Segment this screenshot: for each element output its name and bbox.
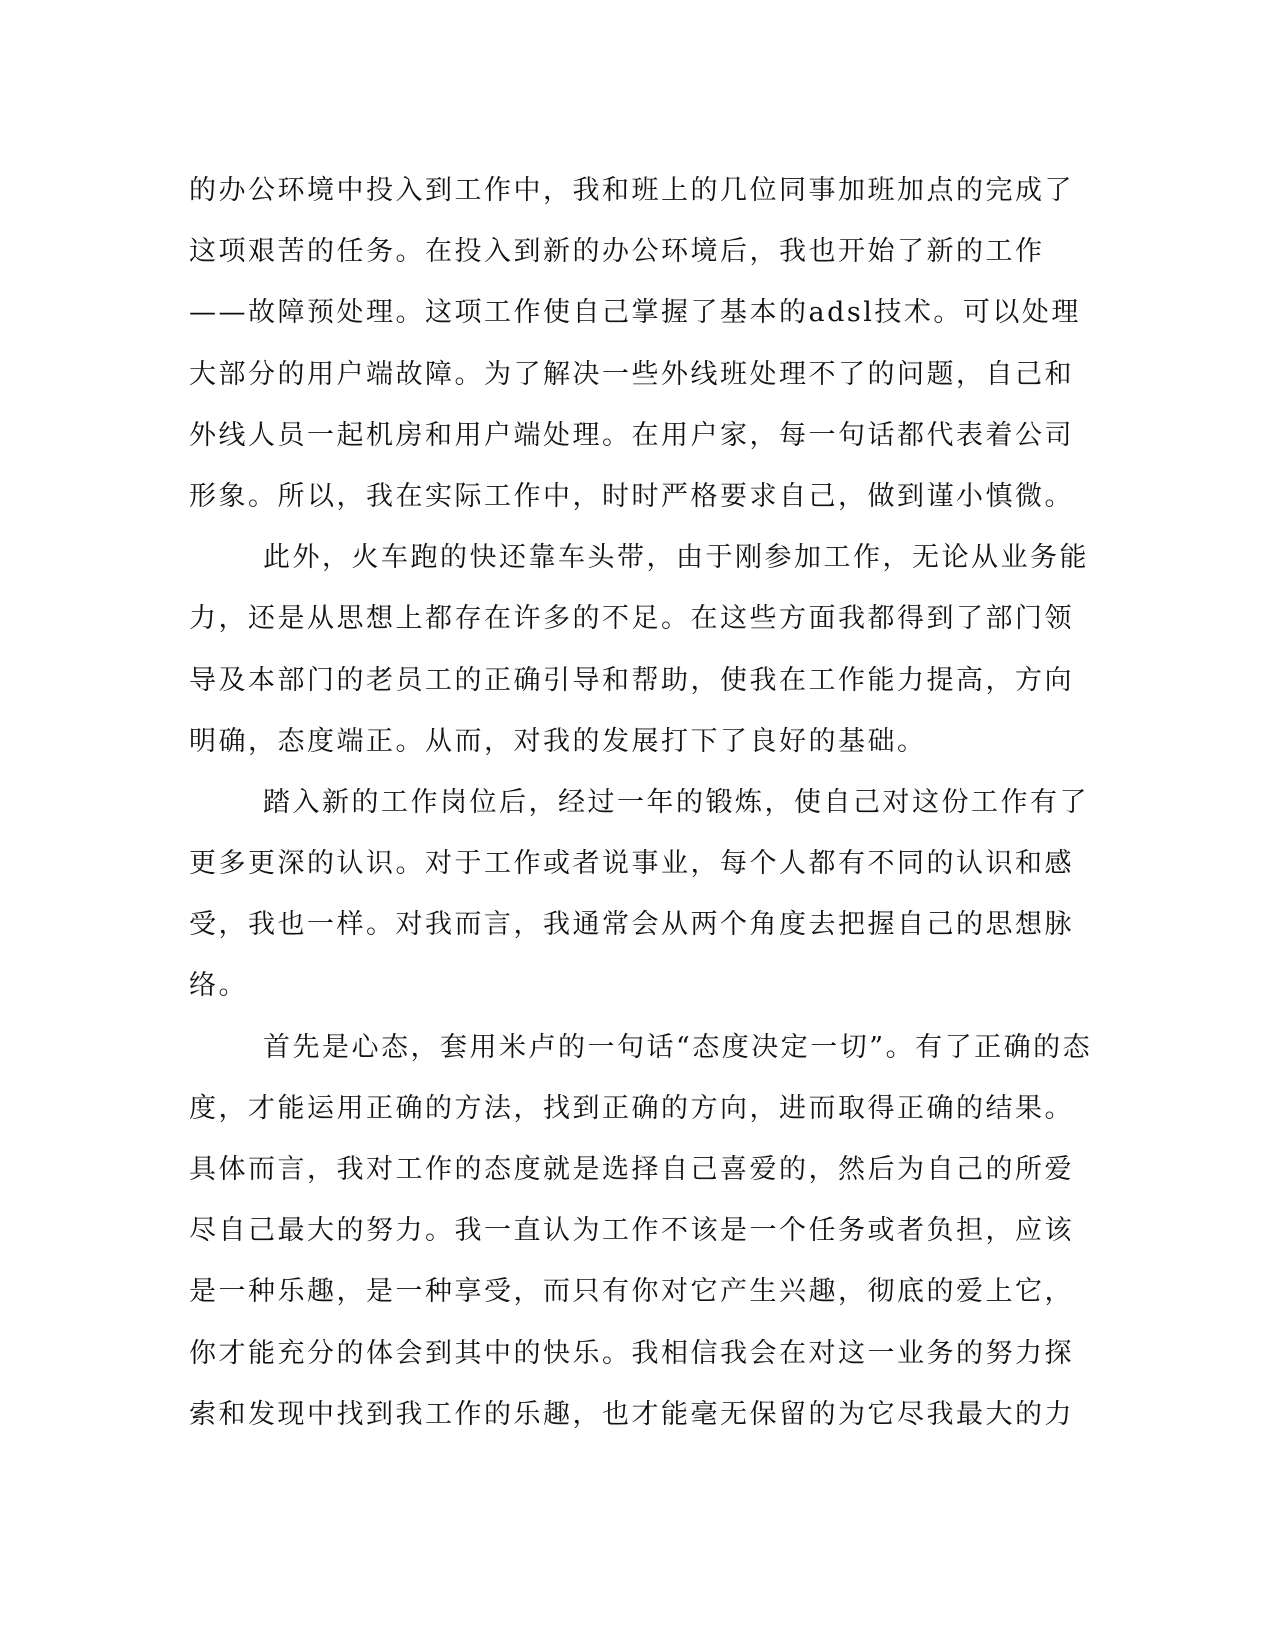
body-text (189, 160, 1093, 1445)
text-line: 力，还是从思想上都存在许多的不足。在这些方面我都得到了部门领 (189, 603, 1074, 635)
text-line: 度，才能运用正确的方法，找到正确的方向，进而取得正确的结果。 (189, 1092, 1074, 1124)
text-line: 这项艰苦的任务。在投入到新的办公环境后，我也开始了新的工作 (189, 236, 1045, 268)
text-line: 索和发现中找到我工作的乐趣，也才能毫无保留的为它尽我最大的力 (189, 1398, 1074, 1430)
text-line: 更多更深的认识。对于工作或者说事业，每个人都有不同的认识和感 (189, 848, 1074, 880)
text-line: 尽自己最大的努力。我一直认为工作不该是一个任务或者负担，应该 (189, 1215, 1074, 1247)
text-line: 形象。所以，我在实际工作中，时时严格要求自己，做到谨小慎微。 (189, 480, 1074, 512)
text-line: 具体而言，我对工作的态度就是选择自己喜爱的，然后为自己的所爱 (189, 1154, 1074, 1185)
paragraph-first-line: 首先是心态，套用米卢的一句话“态度决定一切”。有了正确的态 (263, 1031, 1093, 1063)
text-line: 明确，态度端正。从而，对我的发展打下了良好的基础。 (189, 725, 927, 757)
text-line: 外线人员一起机房和用户端处理。在用户家，每一句话都代表着公司 (189, 419, 1074, 451)
paragraph-first-line: 踏入新的工作岗位后，经过一年的锻炼，使自己对这份工作有了 (263, 786, 1089, 818)
text-line: 受，我也一样。对我而言，我通常会从两个角度去把握自己的思想脉 (189, 909, 1074, 941)
paragraph-first-line: 此外，火车跑的快还靠车头带，由于刚参加工作，无论从业务能 (263, 542, 1089, 574)
text-line: 大部分的用户端故障。为了解决一些外线班处理不了的问题，自己和 (189, 358, 1074, 390)
text-line: ——故障预处理。这项工作使自己掌握了基本的adsl技术。可以处理 (189, 297, 1081, 329)
text-line: 是一种乐趣，是一种享受，而只有你对它产生兴趣，彻底的爱上它， (189, 1276, 1074, 1308)
text-line: 的办公环境中投入到工作中，我和班上的几位同事加班加点的完成了 (189, 175, 1074, 206)
text-line: 络。 (189, 970, 248, 1002)
text-line: 导及本部门的老员工的正确引导和帮助，使我在工作能力提高，方向 (189, 664, 1074, 696)
text-line: 你才能充分的体会到其中的快乐。我相信我会在对这一业务的努力探 (189, 1337, 1074, 1369)
